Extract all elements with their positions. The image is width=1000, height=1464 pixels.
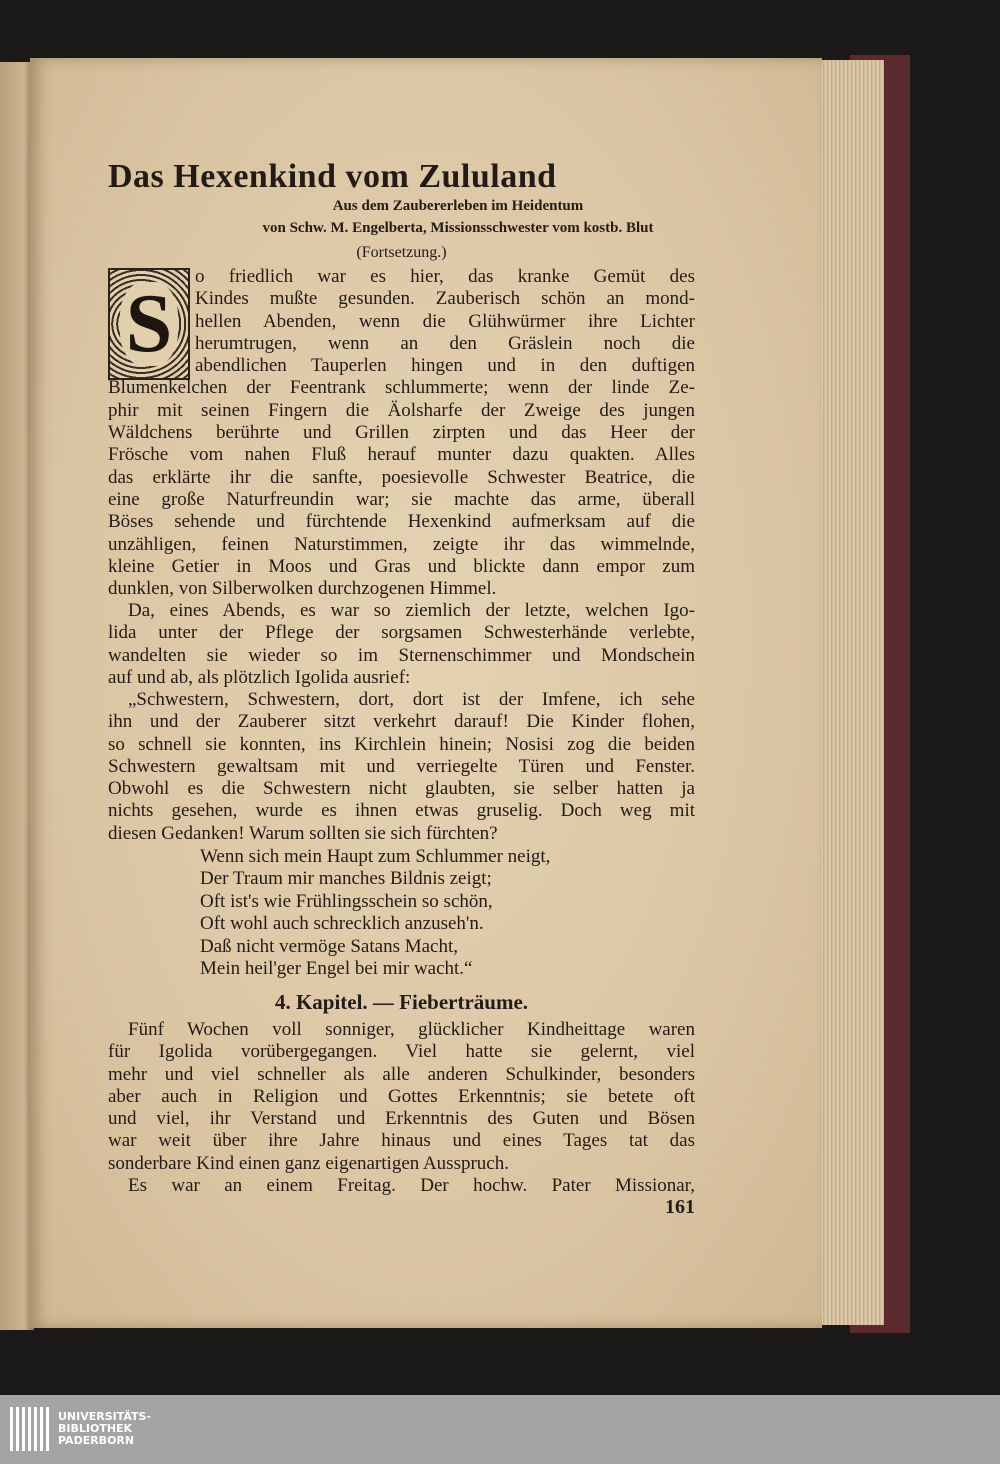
poem-line: Der Traum mir manches Bildnis zeigt; xyxy=(200,868,492,890)
drop-cap-letter: S xyxy=(120,282,179,366)
text-line: Frösche vom nahen Fluß herauf munter dazu quakten. Alles xyxy=(108,444,695,466)
text-line: und viel, ihr Verstand und Erkenntnis des Guten und Bösen xyxy=(108,1108,695,1130)
logo-line: BIBLIOTHEK xyxy=(58,1422,133,1435)
text-line: Obwohl es die Schwestern nicht glaubten, sie selber hatten ja xyxy=(108,778,695,800)
paragraph-3 xyxy=(108,689,695,845)
text-line: herumtrugen, wenn an den Gräslein noch die xyxy=(195,332,695,354)
text-line: dunklen, von Silberwolken durchzogenen Himmel. xyxy=(108,578,497,600)
text-line: phir mit seinen Fingern die Äolsharfe der Zweige des jungen xyxy=(108,399,695,421)
text-line: Blumenkelchen der Feentrank schlummerte; wenn der linde Ze- xyxy=(108,377,695,399)
poem xyxy=(200,846,550,980)
left-page-edge xyxy=(0,62,34,1330)
text-line: Kindes mußte gesunden. Zauberisch schön an mond- xyxy=(195,288,695,310)
paragraph-2 xyxy=(108,600,695,689)
text-line: so schnell sie konnten, ins Kirchlein hinein; Nosisi zog die beiden xyxy=(108,733,695,755)
logo-line: PADERBORN xyxy=(58,1434,135,1447)
text-line: diesen Gedanken! Warum sollten sie sich fürchten? xyxy=(108,822,498,844)
poem-line: Wenn sich mein Haupt zum Schlummer neigt, xyxy=(200,846,551,867)
text-line: Wäldchens berührte und Grillen zirpten und das Heer der xyxy=(108,422,695,444)
text-line: Schwestern gewaltsam mit und verriegelte Türen und Fenster. xyxy=(108,755,695,777)
article-author: von Schw. M. Engelberta, Missionsschwester vom kostb. Blut xyxy=(262,220,654,236)
poem-line: Oft ist's wie Frühlingsschein so schön, xyxy=(200,890,493,912)
poem-line: Daß nicht vermöge Satans Macht, xyxy=(200,935,459,957)
text-line: eine große Naturfreundin war; sie machte das arme, überall xyxy=(108,488,695,510)
poem-line: Mein heil'ger Engel bei mir wacht.“ xyxy=(200,958,473,980)
article-subtitle: Aus dem Zaubererleben im Heidentum xyxy=(332,198,584,214)
paragraph-1 xyxy=(108,266,695,600)
library-logo-icon xyxy=(10,1407,50,1451)
text-line: o friedlich war es hier, das kranke Gemüt des xyxy=(195,266,695,287)
continuation-note: (Fortsetzung.) xyxy=(356,244,447,261)
text-line: auf und ab, als plötzlich Igolida ausrief: xyxy=(108,666,411,688)
library-logo-text xyxy=(58,1411,151,1447)
page-number: 161 xyxy=(665,1196,695,1218)
logo-line: UNIVERSITÄTS- xyxy=(58,1410,152,1423)
text-line: kleine Getier in Moos und Gras und blickte dann empor zum xyxy=(108,555,695,577)
text-line: hellen Abenden, wenn die Glühwürmer ihre Lichter xyxy=(195,310,695,332)
text-line: Fünf Wochen voll sonniger, glücklicher Kindheittage waren xyxy=(128,1019,695,1040)
text-line: unzähligen, feinen Naturstimmen, zeigte ihr das wimmelnde, xyxy=(108,533,695,555)
text-line: wandelten sie wieder so im Sternenschimmer und Mondschein xyxy=(108,644,695,666)
text-line: für Igolida vorübergegangen. Viel hatte sie gelernt, viel xyxy=(108,1041,695,1063)
text-line: Es war an einem Freitag. Der hochw. Pater Missionar, xyxy=(128,1175,695,1196)
text-line: das erklärte ihr die sanfte, poesievolle Schwester Beatrice, die xyxy=(108,466,695,488)
poem-line: Oft wohl auch schrecklich anzuseh'n. xyxy=(200,913,484,935)
text-line: mehr und viel schneller als alle anderen Schulkinder, besonders xyxy=(108,1063,695,1085)
text-line: ihn und der Zauberer sitzt verkehrt darauf! Die Kinder flohen, xyxy=(108,711,695,733)
text-line: Da, eines Abends, es war so ziemlich der letzte, welchen Igo- xyxy=(128,600,695,621)
text-line: aber auch in Religion und Gottes Erkenntnis; sie betete oft xyxy=(108,1085,695,1107)
paragraph-5 xyxy=(108,1175,695,1197)
text-line: sonderbare Kind einen ganz eigenartigen Ausspruch. xyxy=(108,1152,509,1174)
page-stack-edge xyxy=(816,60,884,1325)
chapter-heading: 4. Kapitel. — Fieberträume. xyxy=(274,990,529,1014)
text-line: war weit über ihre Jahre hinaus und eines Tages tat das xyxy=(108,1130,695,1152)
article-title: Das Hexenkind vom Zululand xyxy=(108,158,557,195)
text-line: nichts gesehen, wurde es ihnen etwas gruselig. Doch weg mit xyxy=(108,800,695,822)
text-line: Böses sehende und fürchtende Hexenkind aufmerksam auf die xyxy=(108,511,695,533)
text-line: „Schwestern, Schwestern, dort, dort ist der Imfene, ich sehe xyxy=(128,689,695,710)
footer-bar xyxy=(0,1395,1000,1464)
paragraph-4 xyxy=(108,1019,695,1175)
text-line: lida unter der Pflege der sorgsamen Schwesterhände verlebte, xyxy=(108,622,695,644)
text-line: abendlichen Tauperlen hingen und in den duftigen xyxy=(195,355,695,377)
